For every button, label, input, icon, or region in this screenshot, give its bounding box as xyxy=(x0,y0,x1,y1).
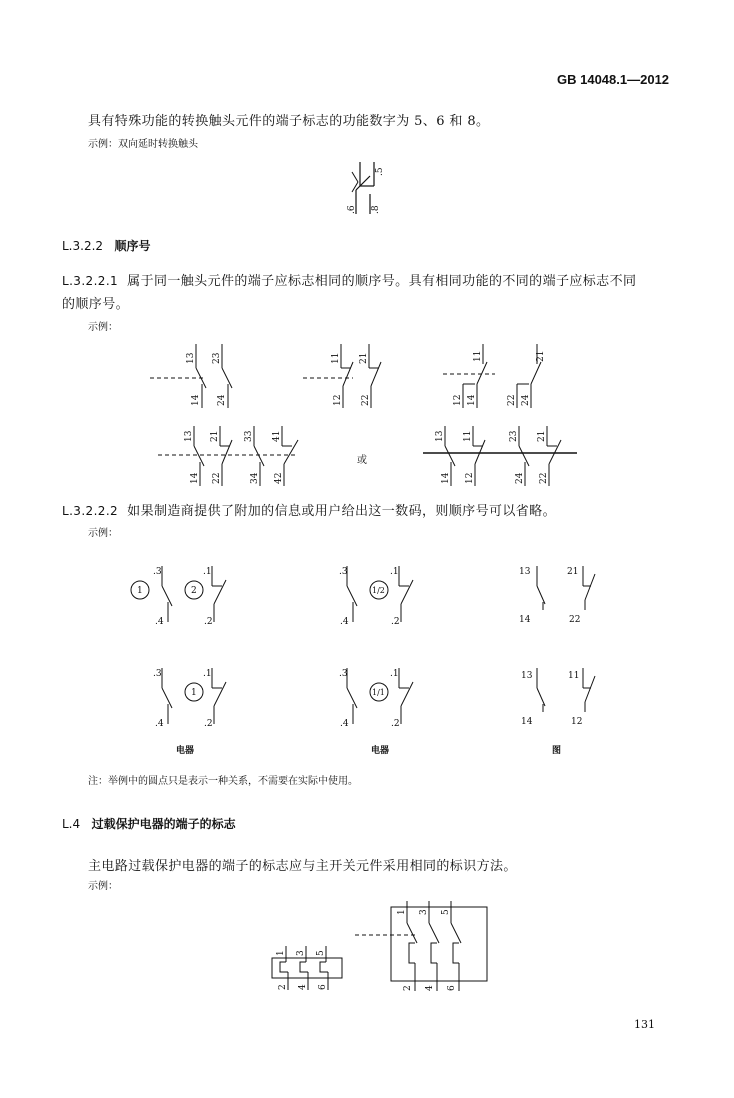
svg-text:2: 2 xyxy=(278,984,288,990)
standard-header: GB 14048.1—2012 xyxy=(557,72,670,87)
svg-text:24: 24 xyxy=(217,394,227,406)
svg-text:1: 1 xyxy=(276,950,286,956)
svg-text:24: 24 xyxy=(515,472,525,484)
svg-text:1: 1 xyxy=(137,586,143,596)
svg-text:41: 41 xyxy=(272,430,282,442)
svg-text:.2: .2 xyxy=(391,617,400,627)
svg-text:21: 21 xyxy=(210,430,220,442)
svg-text:6: 6 xyxy=(447,985,457,991)
changeover-pair-figure xyxy=(443,340,563,412)
svg-text:33: 33 xyxy=(244,430,254,442)
svg-text:12: 12 xyxy=(571,717,583,727)
numbered-contact-figure xyxy=(333,662,423,732)
svg-text:1/1: 1/1 xyxy=(372,688,385,697)
four-contact-figure xyxy=(423,422,583,490)
svg-text:.1: .1 xyxy=(390,567,399,577)
numbered-contact-figure xyxy=(148,662,238,732)
svg-text:34: 34 xyxy=(250,472,260,484)
para-l4: 主电路过载保护电器的端子的标志应与主开关元件采用相同的标识方法。 xyxy=(88,859,517,874)
svg-text:.1: .1 xyxy=(203,567,212,577)
svg-text:12: 12 xyxy=(465,472,475,484)
page-number: 131 xyxy=(634,1018,655,1031)
svg-text:14: 14 xyxy=(441,472,451,484)
svg-text:.4: .4 xyxy=(340,719,349,729)
svg-text:13: 13 xyxy=(186,352,196,364)
svg-text:13: 13 xyxy=(184,430,194,442)
svg-text:1: 1 xyxy=(397,909,407,915)
svg-text:2: 2 xyxy=(191,586,197,596)
svg-text:14: 14 xyxy=(467,394,477,406)
svg-text:4: 4 xyxy=(425,985,435,991)
svg-text:22: 22 xyxy=(361,394,371,406)
svg-text:.3: .3 xyxy=(153,669,162,679)
svg-text:12: 12 xyxy=(333,394,343,406)
svg-text:1: 1 xyxy=(191,688,197,698)
svg-text:22: 22 xyxy=(212,472,222,484)
svg-text:11: 11 xyxy=(331,352,341,364)
or-label: 或 xyxy=(357,455,367,466)
svg-text:5: 5 xyxy=(316,950,326,956)
svg-text:13: 13 xyxy=(435,430,445,442)
terminal-label: .5 xyxy=(375,167,385,176)
contact-pair-figure xyxy=(303,340,393,412)
section-heading: L.3.2.2 顺序号 xyxy=(62,239,151,253)
svg-text:.2: .2 xyxy=(391,719,400,729)
example-label: 示例： xyxy=(88,528,118,539)
svg-text:1/2: 1/2 xyxy=(372,586,385,595)
caption-apparatus: 电器 xyxy=(371,746,390,756)
caption-apparatus: 电器 xyxy=(176,746,195,756)
svg-text:3: 3 xyxy=(296,950,306,956)
svg-text:.4: .4 xyxy=(340,617,349,627)
svg-text:3: 3 xyxy=(419,909,429,915)
svg-text:21: 21 xyxy=(567,567,579,577)
para-3221-line1: L.3.2.2.1 属于同一触头元件的端子应标志相同的顺序号。具有相同功能的不同的端子应标志不同 xyxy=(62,274,637,289)
svg-text:14: 14 xyxy=(521,717,533,727)
svg-text:2: 2 xyxy=(403,985,413,991)
caption-figure: 图 xyxy=(552,746,562,756)
svg-text:24: 24 xyxy=(521,394,531,406)
svg-text:14: 14 xyxy=(519,615,531,625)
example-label: 示例： xyxy=(88,322,118,333)
svg-text:23: 23 xyxy=(509,430,519,442)
svg-text:.4: .4 xyxy=(155,617,164,627)
intro-paragraph: 具有特殊功能的转换触头元件的端子标志的功能数字为 5、6 和 8。 xyxy=(88,114,490,129)
svg-text:11: 11 xyxy=(463,430,473,442)
note-text: 注：举例中的圆点只是表示一种关系，不需要在实际中使用。 xyxy=(88,776,358,787)
changeover-contact-symbol xyxy=(330,158,390,220)
svg-text:4: 4 xyxy=(298,984,308,990)
numbered-contact-figure xyxy=(333,560,423,630)
four-contact-figure xyxy=(158,422,318,490)
numbered-contact-figure xyxy=(515,560,605,630)
svg-text:13: 13 xyxy=(519,567,531,577)
svg-text:23: 23 xyxy=(212,352,222,364)
svg-text:22: 22 xyxy=(539,472,549,484)
svg-text:.2: .2 xyxy=(204,719,213,729)
svg-text:.3: .3 xyxy=(153,567,162,577)
svg-text:22: 22 xyxy=(507,394,517,406)
svg-text:.2: .2 xyxy=(204,617,213,627)
svg-text:12: 12 xyxy=(453,394,463,406)
svg-text:13: 13 xyxy=(521,671,533,681)
contact-pair-figure xyxy=(150,340,250,412)
svg-text:21: 21 xyxy=(537,430,547,442)
svg-text:11: 11 xyxy=(473,350,483,362)
para-3222: L.3.2.2.2 如果制造商提供了附加的信息或用户给出这一数码，则顺序号可以省略。 xyxy=(62,504,556,519)
svg-text:6: 6 xyxy=(318,984,328,990)
svg-text:.1: .1 xyxy=(203,669,212,679)
terminal-label: .8 xyxy=(371,205,381,214)
section-heading: L.4 过载保护电器的端子的标志 xyxy=(62,817,236,831)
svg-text:14: 14 xyxy=(190,472,200,484)
svg-text:21: 21 xyxy=(536,350,546,362)
svg-text:42: 42 xyxy=(274,472,284,484)
numbered-contact-figure xyxy=(128,560,238,630)
example-label: 示例： xyxy=(88,881,118,892)
svg-text:.3: .3 xyxy=(339,567,348,577)
para-3221-line2: 的顺序号。 xyxy=(62,297,130,312)
example1-label: 示例：双向延时转换触头 xyxy=(88,139,198,150)
svg-text:21: 21 xyxy=(359,352,369,364)
svg-text:.4: .4 xyxy=(155,719,164,729)
svg-text:.3: .3 xyxy=(339,669,348,679)
svg-text:22: 22 xyxy=(569,615,581,625)
svg-text:.1: .1 xyxy=(390,669,399,679)
overload-relay-symbol xyxy=(270,942,350,994)
switch-with-overload-symbol xyxy=(355,897,495,997)
terminal-label: .6 xyxy=(347,205,357,214)
svg-text:11: 11 xyxy=(568,671,580,681)
svg-text:14: 14 xyxy=(191,394,201,406)
numbered-contact-figure xyxy=(515,662,605,732)
svg-text:5: 5 xyxy=(441,909,451,915)
